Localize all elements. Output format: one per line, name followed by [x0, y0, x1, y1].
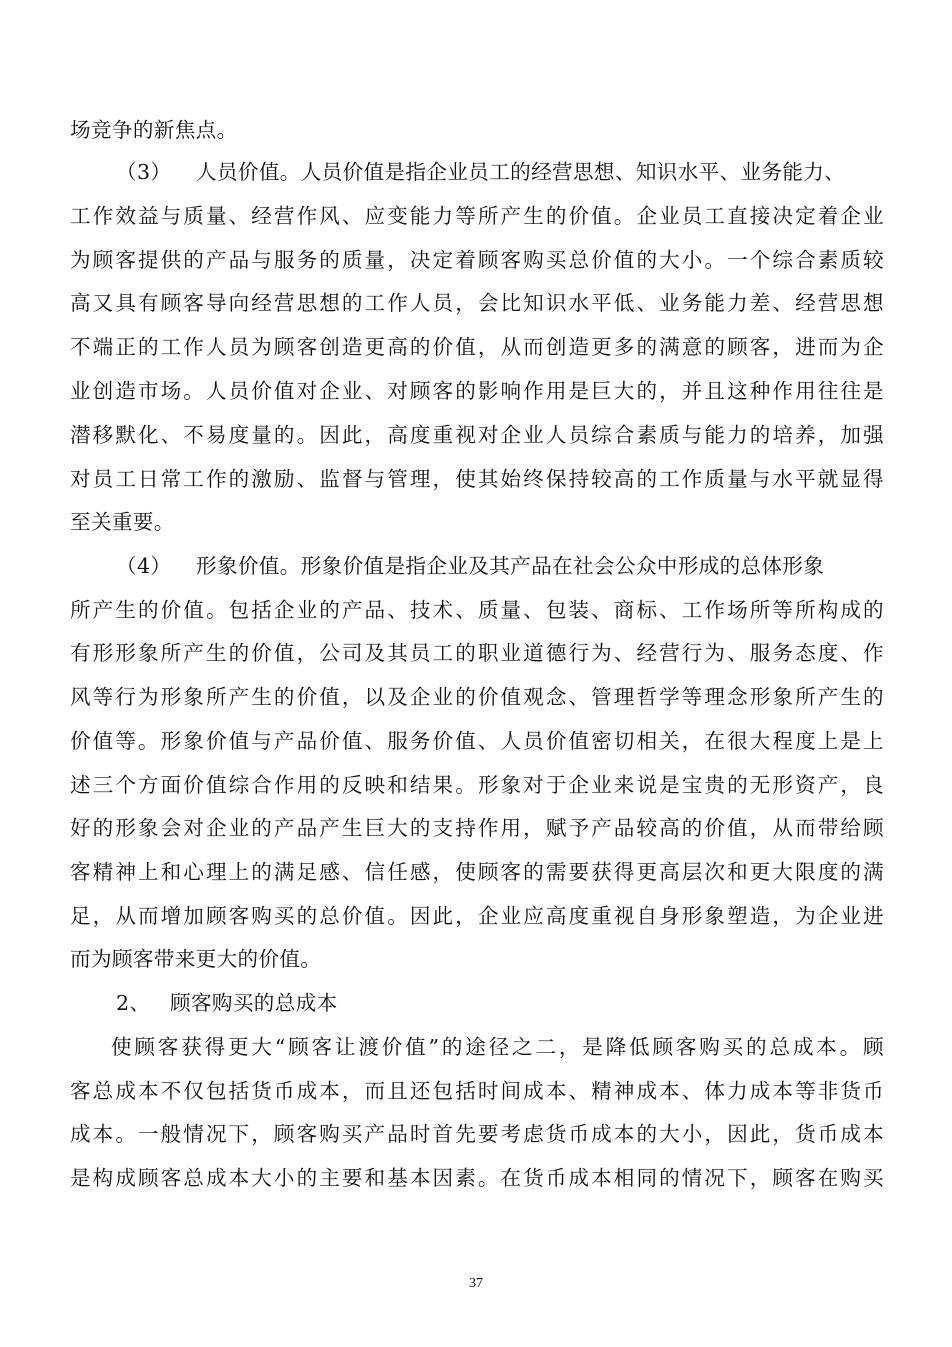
section-heading	[116, 990, 338, 1016]
page-number: 37	[469, 1276, 483, 1291]
text-line: 风等行为形象所产生的价值，以及企业的价值观念、管理哲学等理念形象所产生的	[70, 685, 884, 709]
text-line: 客精神上和心理上的满足感、信任感，使顾客的需要获得更高层次和更大限度的满	[70, 860, 884, 884]
text-line: 业创造市场。人员价值对企业、对顾客的影响作用是巨大的，并且这种作用往往是	[70, 379, 884, 403]
list-item-3	[116, 159, 845, 185]
text-line: 价值等。形象价值与产品价值、服务价值、人员价值密切相关，在很大程度上是上	[70, 729, 884, 753]
text-line: 所产生的价值。包括企业的产品、技术、质量、包装、商标、工作场所等所构成的	[70, 598, 884, 622]
text-line: 成本。一般情况下，顾客购买产品时首先要考虑货币成本的大小，因此，货币成本	[70, 1122, 884, 1146]
text-line: 潜移默化、不易度量的。因此，高度重视对企业人员综合素质与能力的培养，加强	[70, 423, 884, 447]
text-line: 客总成本不仅包括货币成本，而且还包括时间成本、精神成本、体力成本等非货币	[70, 1079, 884, 1103]
text-line: 是构成顾客总成本大小的主要和基本因素。在货币成本相同的情况下，顾客在购买	[70, 1166, 884, 1190]
text-line: 不端正的工作人员为顾客创造更高的价值，从而创造更多的满意的顾客，进而为企	[70, 335, 884, 359]
text-line: 为顾客提供的产品与服务的质量，决定着顾客购买总价值的大小。一个综合素质较	[70, 248, 884, 272]
list-number: （3）	[116, 160, 172, 184]
text-line: 好的形象会对企业的产品产生巨大的支持作用，赋予产品较高的价值，从而带给顾	[70, 816, 884, 840]
list-number: （4）	[116, 554, 172, 578]
list-item-text: 人员价值。人员价值是指企业员工的经营思想、知识水平、业务能力、	[196, 160, 846, 184]
text-line: 场竞争的新焦点。	[70, 118, 238, 142]
text-line: 而为顾客带来更大的价值。	[70, 947, 322, 971]
heading-text: 顾客购买的总成本	[170, 991, 338, 1015]
text-line: 工作效益与质量、经营作风、应变能力等所产生的价值。企业员工直接决定着企业	[70, 204, 884, 228]
heading-number: 2、	[116, 991, 151, 1015]
text-line: 有形形象所产生的价值，公司及其员工的职业道德行为、经营行为、服务态度、作	[70, 641, 884, 665]
text-line: 高又具有顾客导向经营思想的工作人员，会比知识水平低、业务能力差、经营思想	[70, 291, 884, 315]
text-line: 对员工日常工作的激励、监督与管理，使其始终保持较高的工作质量与水平就显得	[70, 467, 884, 491]
text-line: 足，从而增加顾客购买的总价值。因此，企业应高度重视自身形象塑造，为企业进	[70, 904, 884, 928]
list-item-4	[116, 553, 824, 579]
text-line: 至关重要。	[70, 510, 175, 534]
text-line: 述三个方面价值综合作用的反映和结果。形象对于企业来说是宝贵的无形资产，良	[70, 773, 884, 797]
list-item-text: 形象价值。形象价值是指企业及其产品在社会公众中形成的总体形象	[196, 554, 825, 578]
text-line: 使顾客获得更大“顾客让渡价值”的途径之二，是降低顾客购买的总成本。顾	[111, 1035, 884, 1059]
